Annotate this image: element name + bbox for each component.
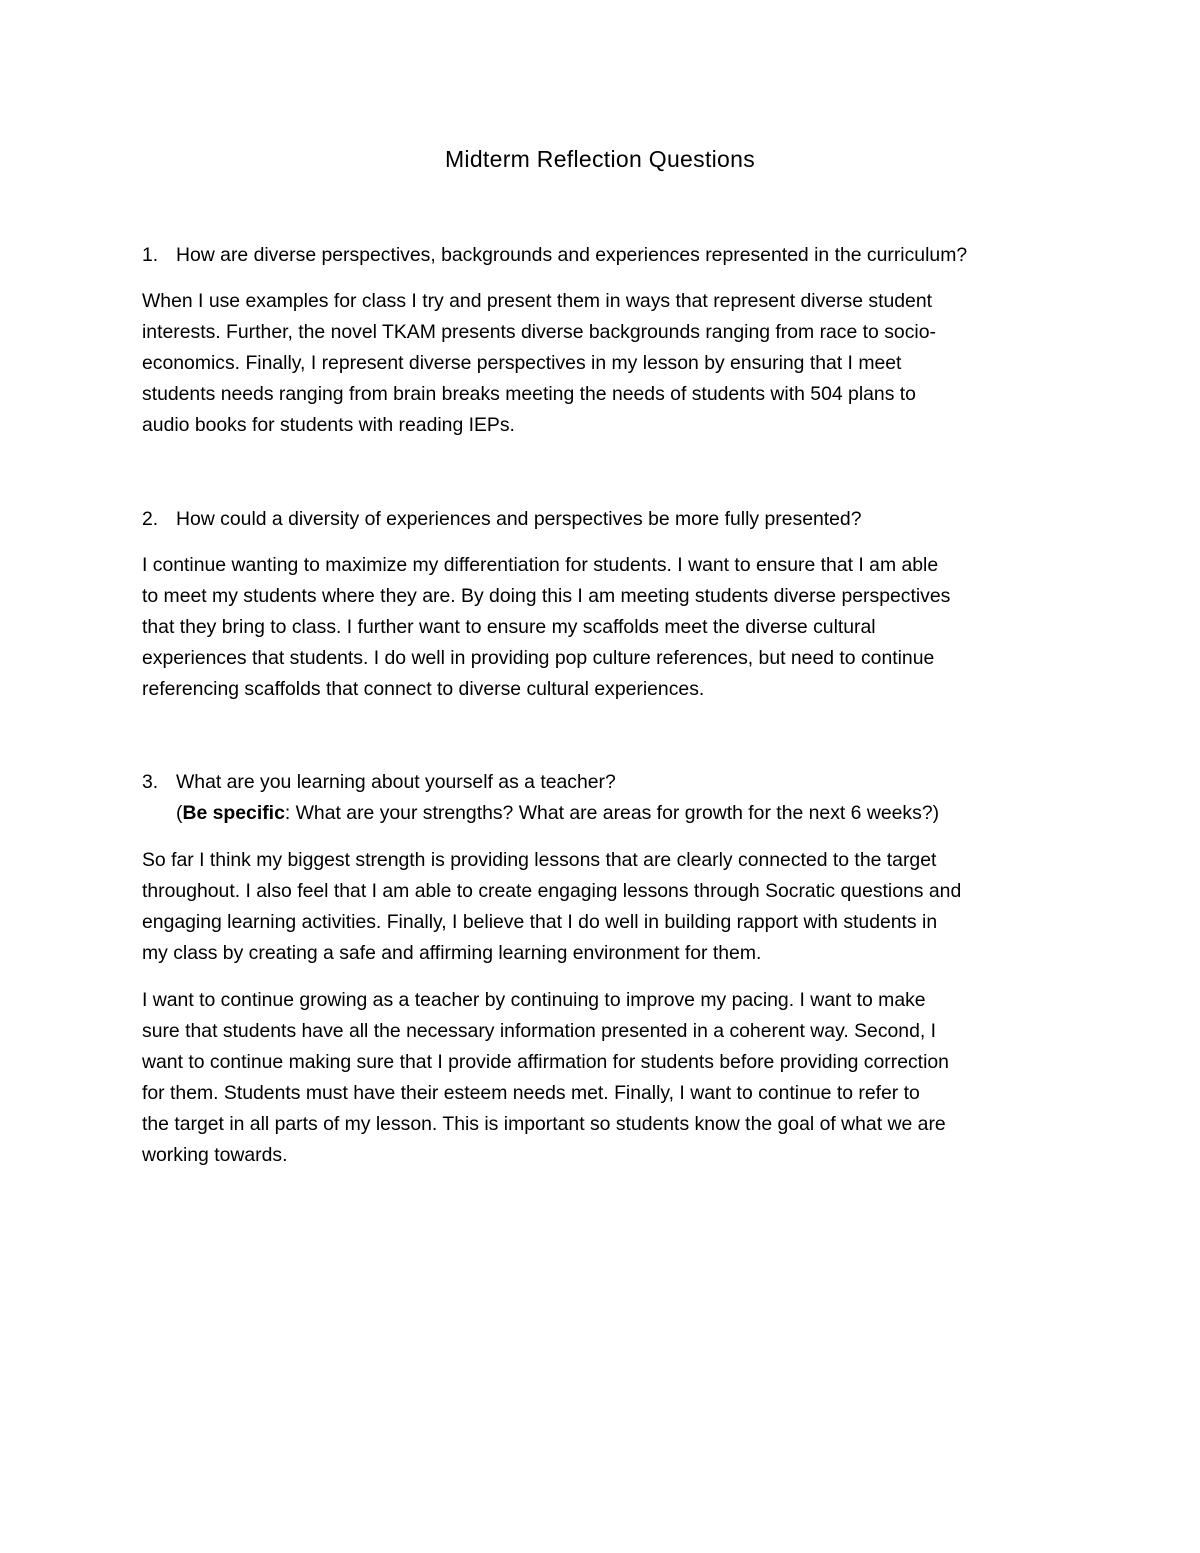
answer-line: audio books for students with reading IEPs. xyxy=(142,414,515,436)
answer-1-paragraph xyxy=(142,286,1072,441)
answer-line: to meet my students where they are. By doing this I am meeting students diverse perspectives xyxy=(142,585,951,607)
answer-line: want to continue making sure that I provide affirmation for students before providing correction xyxy=(142,1051,949,1073)
question-text: What are you learning about yourself as a teacher? xyxy=(176,771,616,793)
answer-line: I continue wanting to maximize my differentiation for students. I want to ensure that I am able xyxy=(142,554,939,576)
answer-line: engaging learning activities. Finally, I believe that I do well in building rapport with students in xyxy=(142,911,938,933)
answer-3-paragraph-2 xyxy=(142,985,1072,1171)
prompt-emphasis: Be specific xyxy=(182,802,285,824)
question-number: 1. xyxy=(142,244,159,266)
question-3 xyxy=(142,767,1072,798)
page-title: Midterm Reflection Questions xyxy=(444,146,756,172)
answer-2-paragraph xyxy=(142,550,1072,705)
answer-line: So far I think my biggest strength is providing lessons that are clearly connected to the target xyxy=(142,849,937,871)
answer-line: sure that students have all the necessary information presented in a coherent way. Second, I xyxy=(142,1020,937,1042)
answer-line: the target in all parts of my lesson. This is important so students know the goal of what we are xyxy=(142,1113,946,1135)
answer-line: students needs ranging from brain breaks meeting the needs of students with 504 plans to xyxy=(142,383,916,405)
answer-line: working towards. xyxy=(142,1144,288,1166)
question-text: How are diverse perspectives, backgrounds and experiences represented in the curriculum? xyxy=(176,244,968,266)
prompt-open: ( xyxy=(176,802,183,824)
prompt-text: : What are your strengths? What are areas for growth for the next 6 weeks?) xyxy=(284,802,940,824)
question-3-prompt xyxy=(176,798,939,829)
answer-line: interests. Further, the novel TKAM presents diverse backgrounds ranging from race to socio- xyxy=(142,321,936,343)
answer-line: throughout. I also feel that I am able to create engaging lessons through Socratic questions and xyxy=(142,880,962,902)
question-1 xyxy=(142,240,1072,271)
answer-line: When I use examples for class I try and present them in ways that represent diverse student xyxy=(142,290,933,312)
question-2 xyxy=(142,504,1072,535)
answer-line: I want to continue growing as a teacher by continuing to improve my pacing. I want to make xyxy=(142,989,926,1011)
answer-line: my class by creating a safe and affirming learning environment for them. xyxy=(142,942,762,964)
answer-line: for them. Students must have their esteem needs met. Finally, I want to continue to refer to xyxy=(142,1082,920,1104)
answer-line: referencing scaffolds that connect to diverse cultural experiences. xyxy=(142,678,705,700)
question-number: 2. xyxy=(142,508,159,530)
question-number: 3. xyxy=(142,771,159,793)
answer-3-paragraph-1 xyxy=(142,845,1072,969)
answer-line: experiences that students. I do well in providing pop culture references, but need to continue xyxy=(142,647,935,669)
answer-line: that they bring to class. I further want to ensure my scaffolds meet the diverse cultural xyxy=(142,616,876,638)
answer-line: economics. Finally, I represent diverse perspectives in my lesson by ensuring that I meet xyxy=(142,352,902,374)
question-text: How could a diversity of experiences and perspectives be more fully presented? xyxy=(176,508,862,530)
